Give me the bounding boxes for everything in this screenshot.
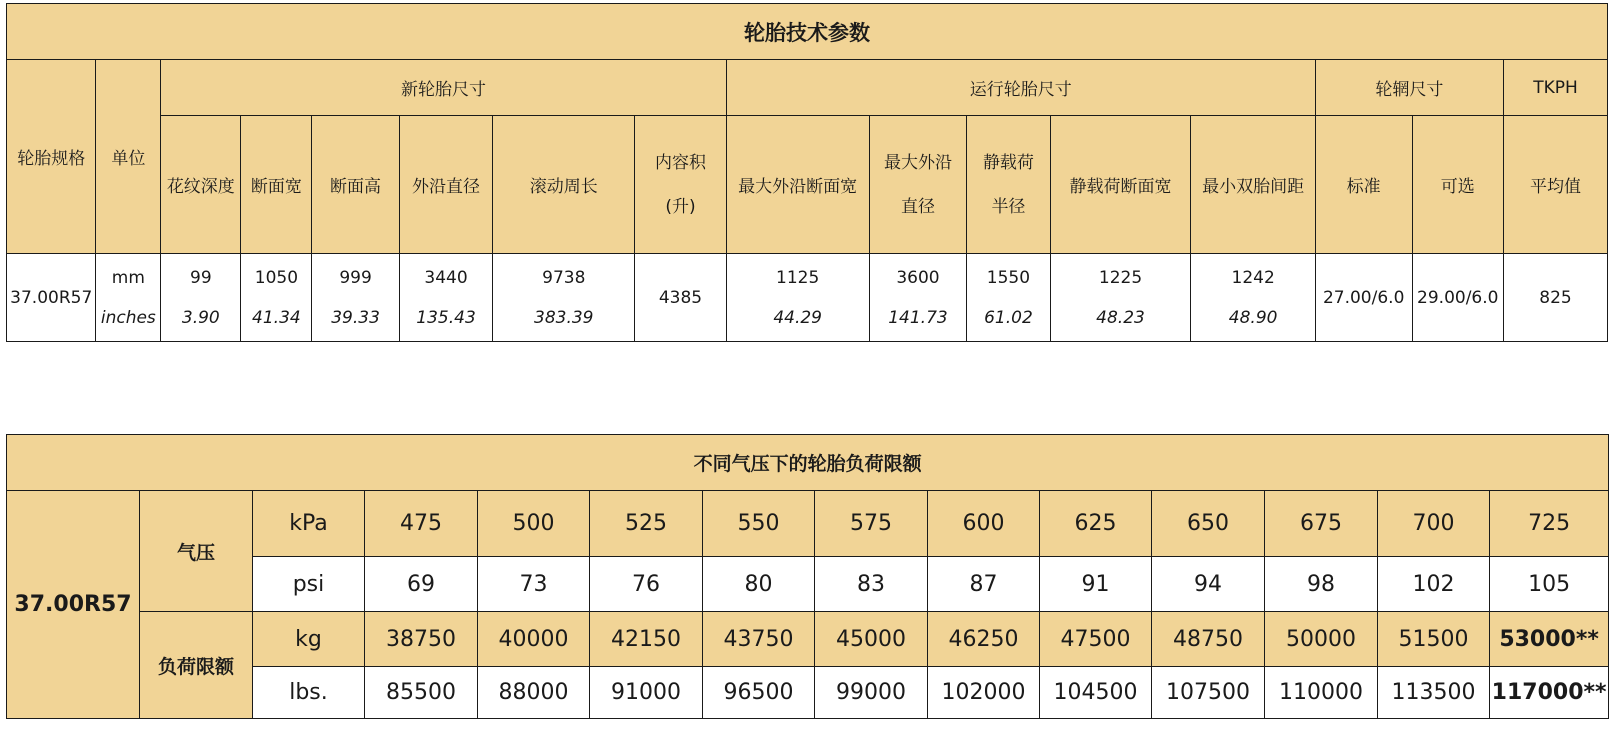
psi-value: 98 — [1265, 557, 1378, 612]
psi-value: 80 — [703, 557, 815, 612]
rolling-circumference-in: 383.39 — [534, 307, 594, 328]
header-unit: 单位 — [96, 60, 161, 254]
lbs-value: 107500 — [1152, 667, 1265, 719]
lbs-value: 113500 — [1378, 667, 1490, 719]
outer-diameter-mm: 3440 — [424, 267, 468, 288]
kg-value: 48750 — [1152, 612, 1265, 667]
psi-value: 83 — [815, 557, 928, 612]
lbs-value: 88000 — [478, 667, 590, 719]
header-tkph-average: 平均值 — [1504, 116, 1608, 254]
psi-value: 94 — [1152, 557, 1265, 612]
unit-psi: psi — [253, 557, 365, 612]
cell-rim-optional: 29.00/6.0 — [1412, 254, 1504, 342]
header-max-outer-width: 最大外沿断面宽 — [726, 116, 869, 254]
unit-mm: mm — [111, 267, 145, 288]
kpa-value: 700 — [1378, 491, 1490, 557]
header-static-load-radius-line1: 静载荷 — [982, 152, 1034, 173]
lbs-value: 99000 — [815, 667, 928, 719]
kg-value: 40000 — [478, 612, 590, 667]
pressure-label: 气压 — [140, 491, 253, 612]
header-min-dual-spacing: 最小双胎间距 — [1191, 116, 1315, 254]
kpa-value: 600 — [928, 491, 1040, 557]
tire-tech-table — [6, 3, 1608, 342]
load-limit-label: 负荷限额 — [140, 612, 253, 719]
min-dual-spacing-mm: 1242 — [1231, 267, 1275, 288]
kpa-value: 725 — [1490, 491, 1609, 557]
unit-kpa: kPa — [253, 491, 365, 557]
lbs-value: 104500 — [1040, 667, 1152, 719]
header-static-load-radius — [967, 116, 1050, 254]
kg-value: 43750 — [703, 612, 815, 667]
static-load-radius-in: 61.02 — [984, 307, 1033, 328]
tread-depth-mm: 99 — [190, 267, 212, 288]
min-dual-spacing-in: 48.90 — [1228, 307, 1278, 328]
group-rim-size: 轮辋尺寸 — [1315, 60, 1503, 116]
kg-value: 45000 — [815, 612, 928, 667]
static-load-width-in: 48.23 — [1096, 307, 1145, 328]
kpa-value: 475 — [365, 491, 478, 557]
kg-value: 38750 — [365, 612, 478, 667]
cell-min-dual-spacing — [1191, 254, 1315, 342]
static-load-radius-mm: 1550 — [986, 267, 1031, 288]
group-new-tire-size: 新轮胎尺寸 — [161, 60, 726, 116]
rolling-circumference-mm: 9738 — [542, 267, 586, 288]
max-outer-width-in: 44.29 — [773, 307, 822, 328]
cell-static-load-radius — [967, 254, 1050, 342]
unit-kg: kg — [253, 612, 365, 667]
cell-rolling-circumference — [493, 254, 635, 342]
kpa-value: 525 — [590, 491, 703, 557]
group-running-tire-size: 运行轮胎尺寸 — [726, 60, 1315, 116]
header-max-outer-diameter-line2: 直径 — [900, 196, 935, 217]
cell-volume: 4385 — [635, 254, 727, 342]
lbs-value: 96500 — [703, 667, 815, 719]
tech-table-title: 轮胎技术参数 — [7, 4, 1608, 60]
lbs-value-max: 117000** — [1490, 667, 1609, 719]
psi-value: 105 — [1490, 557, 1609, 612]
header-rim-optional: 可选 — [1412, 116, 1504, 254]
header-volume — [635, 116, 727, 254]
header-max-outer-diameter-line1: 最大外沿 — [883, 152, 952, 173]
cell-max-outer-diameter — [869, 254, 967, 342]
unit-lbs: lbs. — [253, 667, 365, 719]
header-section-height: 断面高 — [312, 116, 399, 254]
kg-value: 51500 — [1378, 612, 1490, 667]
header-tread-depth: 花纹深度 — [161, 116, 241, 254]
lbs-value: 91000 — [590, 667, 703, 719]
cell-max-outer-width — [726, 254, 869, 342]
lbs-value: 85500 — [365, 667, 478, 719]
header-static-load-radius-line2: 半径 — [991, 196, 1026, 217]
kg-value: 50000 — [1265, 612, 1378, 667]
cell-tread-depth — [161, 254, 241, 342]
kg-value: 42150 — [590, 612, 703, 667]
kpa-value: 575 — [815, 491, 928, 557]
cell-tkph: 825 — [1504, 254, 1608, 342]
header-static-load-width: 静载荷断面宽 — [1050, 116, 1191, 254]
header-max-outer-diameter — [869, 116, 967, 254]
section-width-in: 41.34 — [252, 307, 301, 328]
cell-unit — [96, 254, 161, 342]
load-tire-spec: 37.00R57 — [7, 491, 140, 719]
outer-diameter-in: 135.43 — [416, 307, 476, 328]
psi-value: 91 — [1040, 557, 1152, 612]
load-table-title: 不同气压下的轮胎负荷限额 — [7, 435, 1609, 491]
header-rim-standard: 标准 — [1315, 116, 1412, 254]
static-load-width-mm: 1225 — [1098, 267, 1143, 288]
kg-value-max: 53000** — [1490, 612, 1609, 667]
kg-value: 47500 — [1040, 612, 1152, 667]
section-height-mm: 999 — [339, 267, 372, 288]
psi-value: 102 — [1378, 557, 1490, 612]
header-volume-line2: (升) — [665, 196, 696, 217]
header-section-width: 断面宽 — [241, 116, 312, 254]
cell-tire-spec: 37.00R57 — [7, 254, 96, 342]
header-outer-diameter: 外沿直径 — [399, 116, 493, 254]
section-height-in: 39.33 — [331, 307, 380, 328]
group-tkph: TKPH — [1504, 60, 1608, 116]
kpa-value: 625 — [1040, 491, 1152, 557]
psi-value: 76 — [590, 557, 703, 612]
lbs-value: 110000 — [1265, 667, 1378, 719]
load-limit-table — [6, 434, 1609, 719]
cell-section-width — [241, 254, 312, 342]
lbs-value: 102000 — [928, 667, 1040, 719]
header-tire-spec: 轮胎规格 — [7, 60, 96, 254]
kpa-value: 675 — [1265, 491, 1378, 557]
section-width-mm: 1050 — [254, 267, 299, 288]
max-outer-width-mm: 1125 — [776, 267, 820, 288]
psi-value: 73 — [478, 557, 590, 612]
cell-rim-standard: 27.00/6.0 — [1315, 254, 1412, 342]
psi-value: 87 — [928, 557, 1040, 612]
kpa-value: 550 — [703, 491, 815, 557]
kg-value: 46250 — [928, 612, 1040, 667]
psi-value: 69 — [365, 557, 478, 612]
cell-static-load-width — [1050, 254, 1191, 342]
tread-depth-in: 3.90 — [181, 307, 220, 328]
header-volume-line1: 内容积 — [654, 152, 706, 173]
cell-outer-diameter — [399, 254, 493, 342]
unit-inches: inches — [100, 307, 156, 328]
kpa-value: 650 — [1152, 491, 1265, 557]
max-outer-diameter-in: 141.73 — [888, 307, 948, 328]
kpa-value: 500 — [478, 491, 590, 557]
max-outer-diameter-mm: 3600 — [896, 267, 940, 288]
cell-section-height — [312, 254, 399, 342]
header-rolling-circumference: 滚动周长 — [493, 116, 635, 254]
